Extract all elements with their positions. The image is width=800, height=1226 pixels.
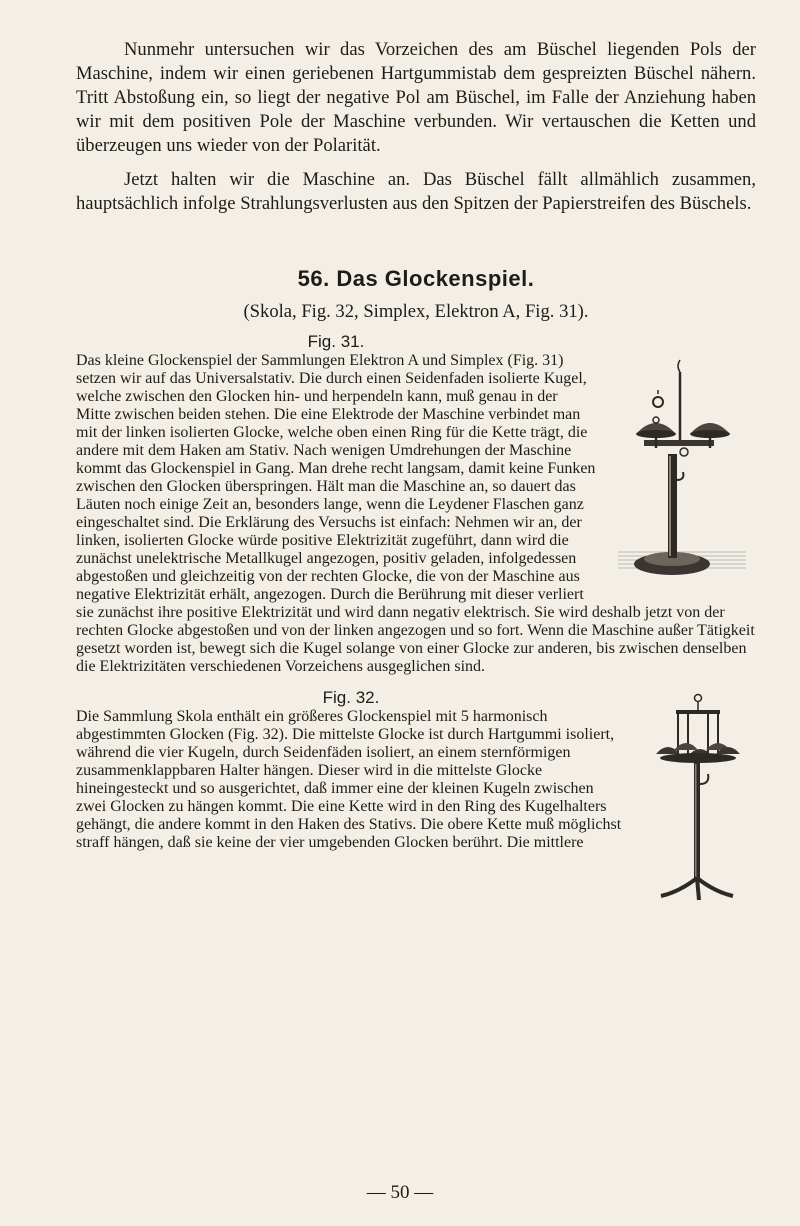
paragraph-stop-machine: Jetzt halten wir die Maschine an. Das Büschel fällt allmählich zusammen, hauptsächlich infolge Strahlungsverlusten aus den Spitzen der Papierstreifen des Büschels. (76, 169, 756, 214)
figure-31 (608, 354, 756, 588)
figure-31-caption: Fig. 31. (307, 332, 365, 351)
paragraph-polarity: Nunmehr untersuchen wir das Vorzeichen des am Büschel liegenden Pols der Maschine, indem wir einen geriebenen Hartgummistab dem gespreizten Büschel nähern. Tritt Abstoßung ein, so liegt der negative Pol am Büschel, im Falle der Anziehung haben wir mit dem positiven Pole der Maschine verbunden. Wir vertauschen die Ketten und überzeugen uns wieder von der Polarität. (76, 39, 756, 156)
figure-32-caption: Fig. 32. (322, 688, 380, 707)
figure-32 (638, 692, 756, 906)
section-heading: 56. Das Glockenspiel. (297, 266, 535, 291)
page-content (76, 38, 756, 906)
five-bell-stand-illustration-fig32 (652, 692, 742, 906)
paragraph-small-carillon-text: Das kleine Glockenspiel der Sammlungen Elektron A und Simplex (Fig. 31) setzen wir auf das Universalstativ. Die durch einen Seidenfaden isolierte Kugel, welche zwischen den Glocken hin- und herpendeln kann, muß genau in der Mitte zwischen beiden stehen. Die eine Elektrode der Maschine verbindet man mit der linken isolierten Glocke, welche oben einen Ring für die Kette trägt, die andere mit dem Haken am Stativ. Nach wenigen Umdrehungen der Maschine kommt das Glockenspiel in Gang. Man drehe recht langsam, damit keine Funken zwischen den Glocken überspringen. Hält man die Maschine an, so dauert das Läuten noch einige Zeit an, besonders lange, wenn die Leydener Flaschen ganz eingeschaltet sind. Die Erklärung des Versuchs ist einfach: Nehmen wir an, der linken, isolierten Glocke würde positive Elektrizität zugeführt, dann wird die zunächst unelektrische Metallkugel angezogen, positiv geladen, infolgedessen abgestoßen und gleichzeitig von der rechten Glocke, die von der Maschine aus negative Elektrizität erhält, angezogen. Durch die Berührung mit dieser verliert sie zunächst ihre positive Elektrizität und wird dann negativ elektrisch. Sie wird deshalb jetzt von der rechten Glocke abgestoßen und von der linken angezogen und so fort. Wenn die Maschine außer Tätigkeit gesetzt worden ist, bewegt sich die Kugel solange von einer Glocke zur anderen, bis zwischen denselben die Elektrizitäten verschiedenen Vorzeichens ausgeglichen sind. (76, 352, 755, 675)
bell-stand-illustration-fig31 (614, 354, 750, 588)
paragraph-large-carillon-text: Die Sammlung Skola enthält ein größeres Glockenspiel mit 5 harmonisch abgestimmten Glocken (Fig. 32). Die mittelste Glocke ist durch Hartgummi isoliert, während die vier Kugeln, durch Seidenfäden isoliert, an einem sternförmigen zusammenklappbaren Halter hängen. Dieser wird in die mittelste Glocke hineingesteckt und so ausgerichtet, daß immer eine der kleinen Kugeln zwischen zwei Glocken zu hängen kommt. Die eine Kette wird in den Ring des Kugelhalters gehängt, die andere kommt in den Haken des Stativs. Die obere Kette muß möglichst straff hängen, daß sie keine der vier umgebenden Glocken berührt. Die mittlere (76, 708, 622, 851)
section-subtitle: (Skola, Fig. 32, Simplex, Elektron A, Fig. 31). (243, 301, 589, 322)
page-number: — 50 — (366, 1182, 434, 1203)
